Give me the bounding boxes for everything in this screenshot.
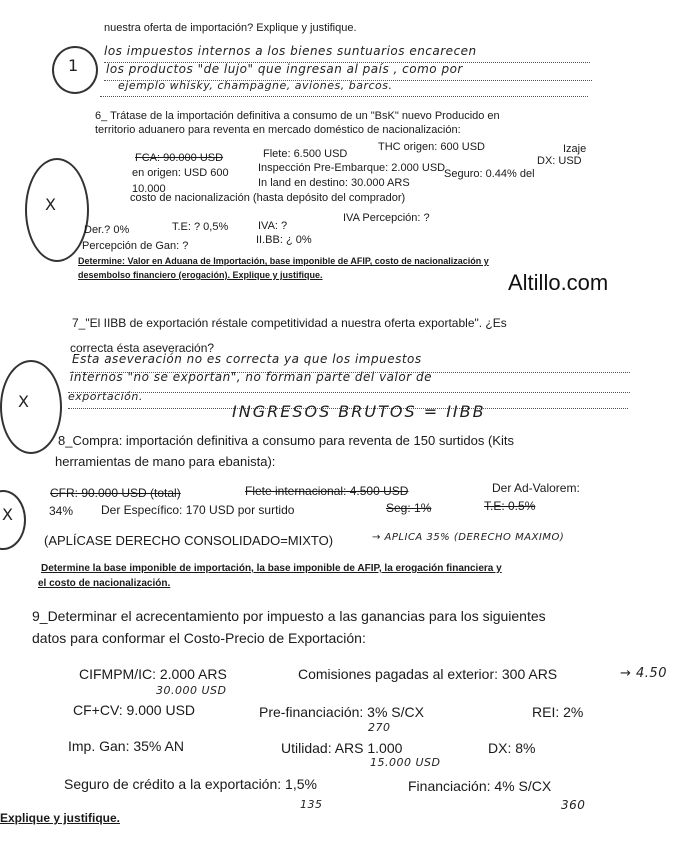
q7-answer-line4: INGRESOS BRUTOS = IIBB (232, 402, 486, 421)
q8-cfr: CFR: 90.000 USD (total) (50, 486, 181, 500)
grade-circle-7 (0, 360, 62, 454)
q8-aplica-note: → APLICA 35% (DERECHO MAXIMO) (372, 532, 565, 543)
q7-answer-line1: Esta aseveración no es correcta ya que los impuestos (72, 352, 422, 366)
q9-title-a: 9_Determinar el acrecentamiento por impuesto a las ganancias para los siguientes (32, 608, 546, 624)
answer5-line1: los impuestos internos a los bienes suntuarios encarecen (104, 44, 477, 58)
q8-der-ad-valorem: Der Ad-Valorem: (492, 481, 580, 495)
q6-title-b: territorio aduanero para reventa en mercado doméstico de nacionalización: (95, 124, 461, 136)
q6-title-a: 6_ Trátase de la importación definitiva a consumo de un "BsK" nuevo Producido en (95, 110, 500, 122)
q9-prefinanciacion: Pre-financiación: 3% S/CX (259, 704, 424, 720)
grade-mark-8: X (2, 505, 13, 524)
grade-circle-6 (25, 158, 89, 262)
q9-explique: Explique y justifique. (0, 811, 121, 825)
q9-cifmpm-note: 30.000 USD (156, 684, 227, 697)
q8-determine-b: el costo de nacionalización. (38, 578, 171, 589)
header-line: nuestra oferta de importación? Explique y justifique. (104, 22, 357, 34)
q9-seguro: Seguro de crédito a la exportación: 1,5% (64, 776, 317, 792)
q8-title-a: 8_Compra: importación definitiva a consumo para reventa de 150 surtidos (Kits (58, 433, 514, 448)
q9-financiacion-note: 360 (561, 798, 586, 812)
q6-iibb: II.BB: ¿ 0% (256, 234, 312, 246)
q9-comisiones: Comisiones pagadas al exterior: 300 ARS (298, 666, 558, 682)
q7-title-b: correcta ésta aseveración? (70, 341, 215, 355)
q8-aplicase: (APLÍCASE DERECHO CONSOLIDADO=MIXTO) (44, 533, 334, 548)
q6-dx-value: 10.000 (132, 183, 166, 195)
q7-answer-line3: exportación. (68, 390, 143, 403)
q6-determine-a: Determine: Valor en Aduana de Importación, base imponible de AFIP, costo de nacionalización y (78, 256, 489, 266)
q8-flete: Flete internacional: 4.500 USD (245, 484, 409, 498)
q6-thc: THC origen: 600 USD (378, 141, 485, 153)
q8-te: T.E: 0.5% (484, 499, 536, 513)
q9-cifmpm: CIFMPM/IC: 2.000 ARS (79, 666, 227, 682)
q7-answer-line2: internos "no se exportan", no forman parte del valor de (70, 370, 432, 384)
q6-seguro: Seguro: 0.44% del (444, 168, 535, 180)
q9-financiacion: Financiación: 4% S/CX (408, 778, 552, 794)
q6-costo: costo de nacionalización (hasta depósito del comprador) (130, 192, 406, 204)
q9-comisiones-note: → 4.50 (620, 666, 667, 681)
q9-seguro-note: 135 (300, 798, 323, 811)
q6-iva-percepcion: IVA Percepción: ? (343, 212, 430, 224)
q8-seg: Seg: 1% (386, 501, 432, 515)
q6-dx: DX: USD (537, 155, 582, 167)
q9-imp-gan: Imp. Gan: 35% AN (68, 738, 184, 754)
q6-fca: FCA: 90.000 USD (135, 152, 224, 164)
q6-iva: IVA: ? (258, 220, 288, 232)
dotted-line (68, 392, 630, 393)
q6-percepcion-gan: Percepción de Gan: ? (82, 240, 189, 252)
grade-mark-7: X (18, 392, 29, 411)
q9-cfcv: CF+CV: 9.000 USD (73, 702, 196, 718)
q6-der: Der.? 0% (84, 224, 130, 236)
q8-title-b: herramientas de mano para ebanista): (55, 454, 276, 469)
dotted-line (100, 96, 588, 97)
q6-inspeccion: Inspección Pre-Embarque: 2.000 USD (258, 162, 446, 174)
answer5-line2: los productos "de lujo" que ingresan al país , como por (106, 62, 463, 76)
grade-mark-5: 1 (68, 56, 79, 75)
q9-utilidad: Utilidad: ARS 1.000 (281, 740, 403, 756)
q8-pct34: 34% (49, 504, 74, 518)
q6-izaje: Izaje (563, 143, 587, 155)
q9-dx: DX: 8% (488, 740, 536, 756)
q9-rei: REI: 2% (532, 704, 584, 720)
q6-inland: In land en destino: 30.000 ARS (258, 177, 410, 189)
q6-izaje-origen: en origen: USD 600 (132, 167, 229, 179)
q9-title-b: datos para conformar el Costo-Precio de Exportación: (32, 630, 366, 646)
q6-te: T.E: ? 0,5% (172, 221, 229, 233)
q8-determine-a: Determine la base imponible de importación, la base imponible de AFIP, la erogación financiera y (41, 563, 502, 574)
q7-title-a: 7_"El IIBB de exportación réstale competitividad a nuestra oferta exportable". ¿Es (72, 316, 507, 330)
q9-utilidad-note: 15.000 USD (370, 756, 441, 769)
q6-determine-b: desembolso financiero (erogación). Explique y justifique. (78, 270, 323, 280)
q6-flete: Flete: 6.500 USD (263, 148, 348, 160)
answer5-line3: ejemplo whisky, champagne, aviones, barcos. (118, 79, 393, 92)
grade-mark-6: X (45, 195, 56, 214)
watermark: Altillo.com (508, 270, 609, 295)
q9-prefinanciacion-note: 270 (368, 721, 391, 734)
q8-der-especifico: Der Específico: 170 USD por surtido (101, 503, 295, 517)
